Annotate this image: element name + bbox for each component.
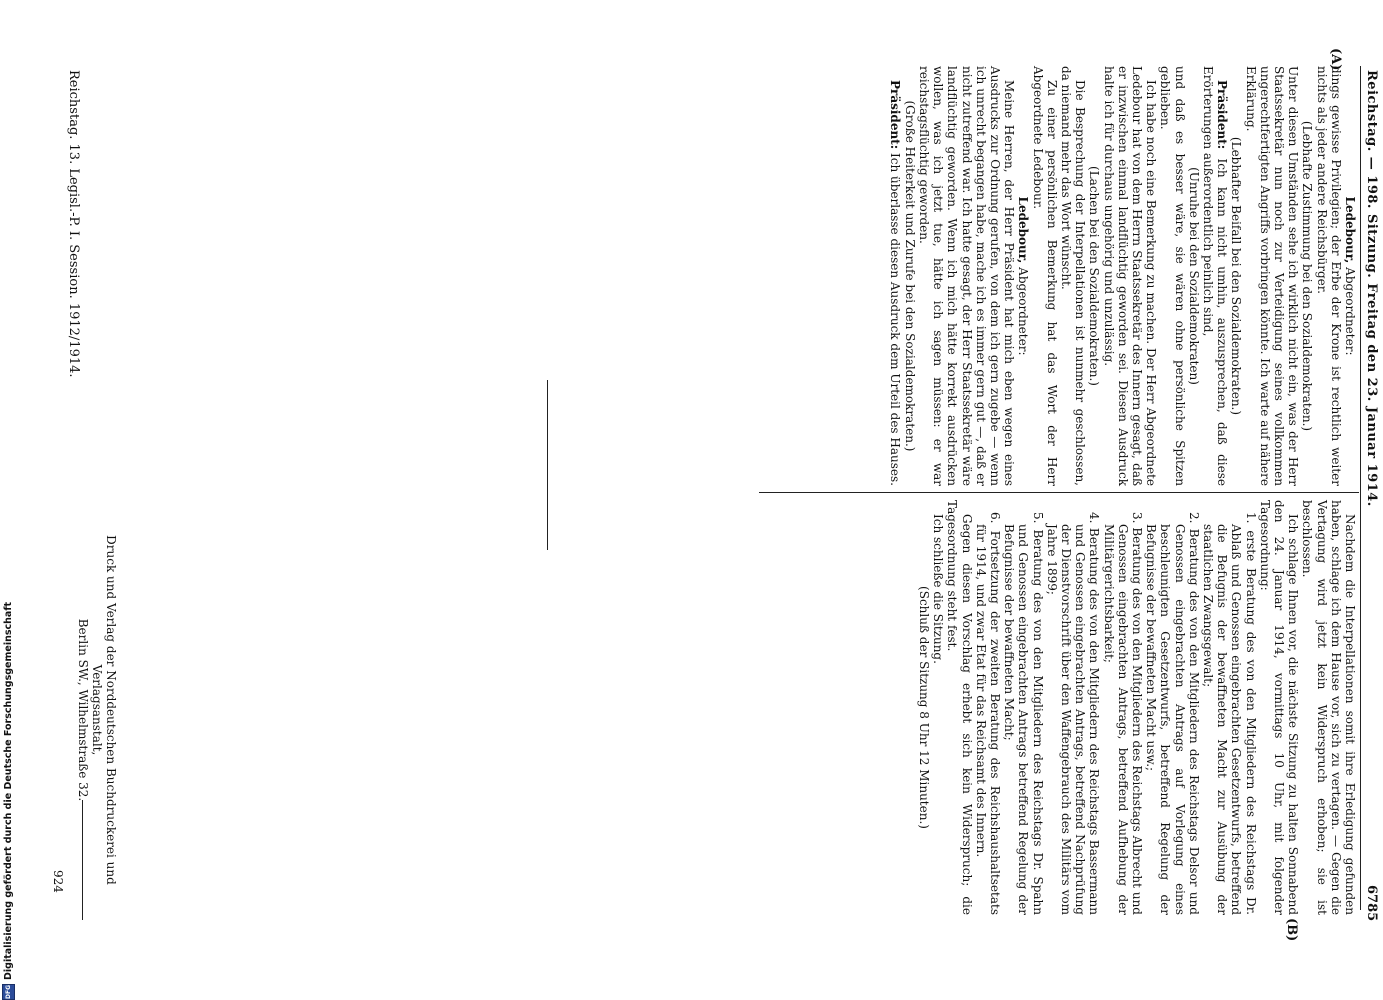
imprint-line-1: Druck und Verlag der Norddeutschen Buchdruckerei und Verlagsanstalt, (90, 535, 118, 885)
interjection (1187, 66, 1201, 486)
column-divider (759, 492, 1359, 493)
speaker-name: Präsident: (1215, 80, 1230, 150)
paragraph-text: 5. Beratung des von den Mitgliedern des Reichstags Dr. Spahn und Genossen eingebrachten Antrags betreffend Regelung der Befugnisse der bewaffneten Macht; (1002, 512, 1045, 915)
agenda-item (974, 500, 1002, 915)
interjection (1229, 66, 1243, 486)
speaker-paragraph (1016, 66, 1030, 486)
paragraph (1243, 66, 1300, 486)
paragraph-text: Ich überlasse diesen Ausdruck dem Urteil des Hauses. (888, 149, 903, 486)
interjection (1087, 66, 1101, 486)
paragraph-text: (Große Heiterkeit und Zurufe bei den Sozialdemokraten.) (902, 100, 917, 452)
paragraph-text: dings gewisse Privilegien; der Erbe der Krone ist rechtlich weiter nichts als jeder andere Reichsbürger. (1314, 66, 1343, 486)
paragraph (931, 500, 945, 915)
interjection (917, 500, 931, 915)
paragraph (1101, 66, 1158, 486)
session-footer: Reichstag. 13. Legisl.-P. I. Session. 1912/1914. (66, 70, 81, 378)
paragraph-text: Ich schließe die Sitzung. (931, 514, 946, 664)
paragraph (1030, 66, 1058, 486)
speaker-paragraph (1343, 66, 1357, 486)
speaker-name: Ledebour, (1343, 196, 1357, 264)
agenda-item (1201, 500, 1258, 915)
paragraph-text: (Schluß der Sitzung 8 Uhr 12 Minuten.) (916, 586, 931, 829)
dfg-logo: DFG (2, 984, 15, 1000)
paragraph-text: Zu einer persönlichen Bemerkung hat das Wort der Herr Abgeordnete Ledebour. (1030, 66, 1059, 486)
agenda-item (1002, 500, 1045, 915)
margin-marker-b: (B) (1284, 918, 1299, 942)
paragraph-text: 4. Beratung des von den Mitgliedern des Reichstags Bassermann und Genossen eingebrachten Antrags, betreffend Nachprüfung der Dienstvorschrift über den Waffengebrauch des Militärs vom Jahre 1899; (1044, 512, 1102, 915)
paragraph-text: (Lebhafter Beifall bei den Sozialdemokraten.) (1229, 136, 1244, 416)
paragraph-text: Ich kann nicht umhin, auszusprechen, daß diese Erörterungen außerordentlich peinlich sind, (1200, 66, 1230, 486)
speaker-name: Ledebour, (1016, 196, 1031, 264)
paragraph (1258, 500, 1301, 915)
interjection (1300, 66, 1314, 486)
left-column (888, 66, 1357, 486)
paragraph-text: (Lachen bei den Sozialdemokraten.) (1087, 166, 1102, 386)
paragraph (1300, 500, 1357, 915)
paragraph (1314, 66, 1342, 486)
agenda-item (1045, 500, 1102, 915)
paragraph-text: und daß es besser wäre, sie wären ohne persönliche Spitzen geblieben. (1158, 66, 1187, 486)
paragraph-text: Abgeordneter: (1343, 263, 1357, 356)
paragraph-text: Ich habe noch eine Bemerkung zu machen. Der Herr Abgeordnete Ledebour hat von dem Herrn Staatssekretär des Innern gesagt, daß er inzwischen einmal landflüchtig geworden sei. Diesen Ausdruck halte ich für durchaus ungehörig und unzulässig. (1101, 66, 1159, 486)
paragraph-text: 1. erste Beratung des von den Mitgliedern des Reichstags Dr. Ablaß und Genossen eingebrachten Gesetzentwurfs, betreffend die Befugnis der bewaffneten Macht zur Ausübung der staatlichen Zwangsgewalt; (1200, 512, 1258, 915)
speaker-name: Präsident: (888, 80, 903, 150)
paragraph-text: (Unruhe bei den Sozialdemokraten) (1186, 167, 1201, 385)
paragraph (945, 500, 973, 915)
paragraph-text: (Lebhafte Zustimmung bei den Sozialdemokraten.) (1300, 120, 1315, 432)
paragraph-text: 6. Fortsetzung der zweiten Beratung des Reichshaushaltsetats für 1914, und zwar Etat für das Reichsamt des Innern. (973, 512, 1002, 915)
page-footer-number: 924 (51, 870, 65, 893)
section-end-rule (547, 380, 548, 550)
funding-note: Digitalisierung gefördert durch die Deutsche Forschungsgemeinschaft (2, 602, 14, 980)
paragraph-text: 3. Beratung des von den Mitgliedern des Reichstags Albrecht und Genossen eingebrachten Antrags, betreffend Aufhebung der Militärgerichtsbarkeit; (1101, 512, 1144, 915)
imprint-line-2: Berlin SW., Wilhelmstraße 32. (76, 618, 90, 802)
page-number: 6785 (1364, 885, 1379, 922)
paragraph-text: Unter diesen Umständen sehe ich wirklich nicht ein, was der Herr Staatssekretär nun noch zur Verteidigung seines vollkommen ungerechtfertigten Angriffs vorbringen könnte. Ich warte auf nähere Erklärung. (1243, 66, 1301, 486)
agenda-item (1144, 500, 1201, 915)
margin-marker-a: (A) (1328, 48, 1343, 71)
paragraph (1158, 66, 1186, 486)
interjection (903, 66, 917, 486)
paragraph (917, 66, 1016, 486)
imprint-rule (82, 800, 83, 920)
agenda-item (1101, 500, 1144, 915)
paragraph-text: Gegen diesen Vorschlag erhebt sich kein Widerspruch; die Tagesordnung steht fest. (945, 500, 974, 915)
paragraph-text: Nachdem die Interpellationen somit ihre Erledigung gefunden haben, schlage ich dem Hause vor, sich zu vertagen. — Gegen die Vertagung wird jetzt kein Widerspruch erhoben; sie ist beschlossen. (1300, 500, 1357, 915)
header-rule (1360, 66, 1361, 910)
running-header: Reichstag. — 198. Sitzung. Freitag den 23. Januar 1914. (1364, 70, 1379, 507)
paragraph-text: Abgeordneter: (1016, 263, 1031, 356)
right-column (917, 500, 1357, 915)
paragraph-text: Meine Herren, der Herr Präsident hat mich eben wegen eines Ausdrucks zur Ordnung gerufen, von dem ich gern zugebe — wenn ich unrecht begangen habe, mache ich es immer gern gut —, daß er nicht zutreffend war. Ich hatte gesagt, der Herr Staatssekretär wäre landflüchtig geworden. Wenn ich mich hätte korrekt ausdrücken wollen, was ich jetzt tue, hätte ich sagen müssen: er war reichstagsflüchtig geworden. (916, 66, 1017, 486)
speaker-paragraph (1201, 66, 1229, 486)
paragraph-text: Ich schlage Ihnen vor, die nächste Sitzung zu halten Sonnabend den 24. Januar 1914, vormittags 10 Uhr, mit folgender Tagesordnung: (1257, 500, 1301, 915)
funding-sidebar (0, 602, 16, 1000)
speaker-paragraph (888, 66, 902, 486)
paragraph (1059, 66, 1087, 486)
paragraph-text: Die Besprechung der Interpellationen ist nunmehr geschlossen, da niemand mehr das Wort wünscht. (1058, 66, 1088, 486)
paragraph-text: 2. Beratung des von den Mitgliedern des Reichstags Delsor und Genossen eingebrachten Antrags auf Vorlegung eines beschleunigten Gesetzentwurfs, betreffend Regelung der Befugnisse der bewaffneten Macht usw.; (1144, 512, 1201, 915)
